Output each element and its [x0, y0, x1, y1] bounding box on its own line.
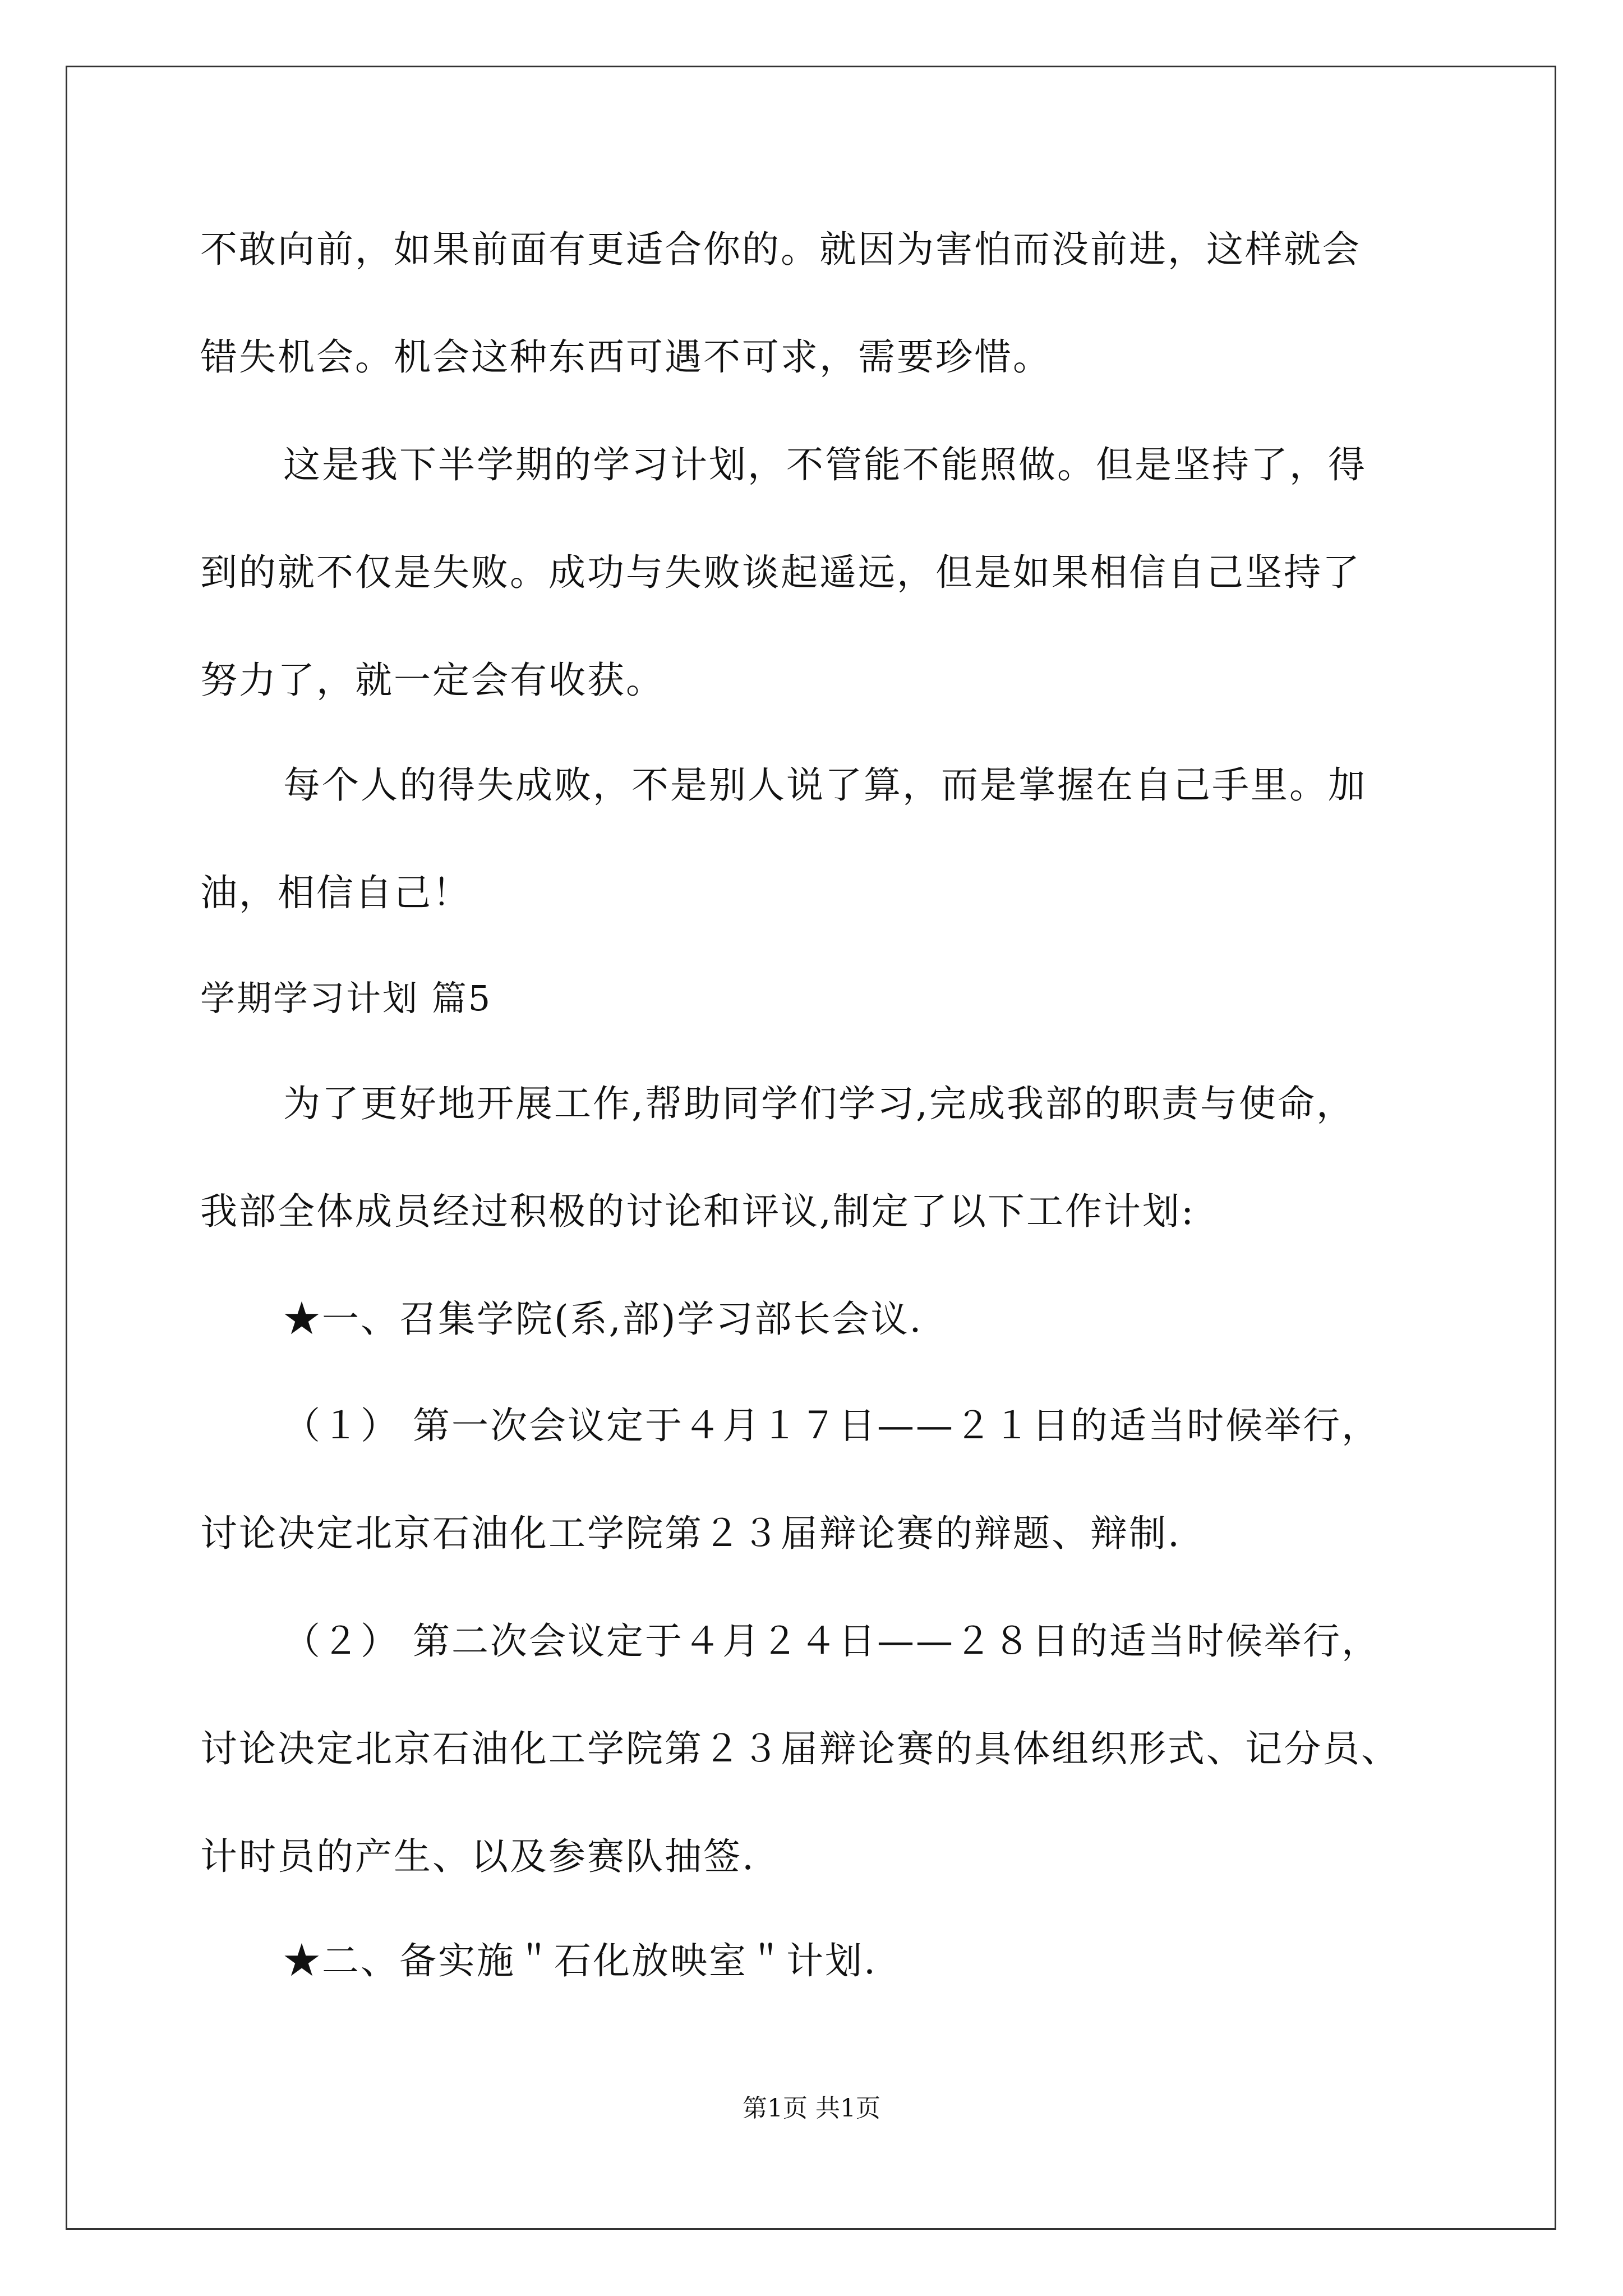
item-1-sub-2-line-3: 计时员的产生、以及参赛队抽签.	[200, 1835, 755, 1878]
item-1-heading: ★一、召集学院(系,部)学习部长会议.	[283, 1297, 923, 1341]
page-border	[66, 66, 1556, 2230]
paragraph-1-line-1: 不敢向前，如果前面有更适合你的。就因为害怕而没前进，这样就会	[200, 228, 1361, 271]
paragraph-2-line-2: 到的就不仅是失败。成功与失败谈起遥远，但是如果相信自己坚持了	[200, 551, 1361, 594]
item-1-sub-2-line-2: 讨论决定北京石油化工学院第２３届辩论赛的具体组织形式、记分员、	[200, 1727, 1400, 1770]
paragraph-1-line-2: 错失机会。机会这种东西可遇不可求，需要珍惜。	[200, 335, 1052, 379]
paragraph-3-line-2: 油，相信自己！	[200, 871, 471, 914]
paragraph-4-line-1: 为了更好地开展工作,帮助同学们学习,完成我部的职责与使命，	[283, 1082, 1355, 1125]
paragraph-2-line-3: 努力了，就一定会有收获。	[200, 659, 665, 702]
item-1-sub-2-line-1: （２） 第二次会议定于４月２４日——２８日的适当时候举行，	[283, 1619, 1380, 1663]
paragraph-4-line-2: 我部全体成员经过积极的讨论和评议,制定了以下工作计划:	[200, 1190, 1196, 1233]
item-1-sub-1-line-1: （１） 第一次会议定于４月１７日——２１日的适当时候举行，	[283, 1404, 1380, 1447]
item-2-heading: ★二、备实施＂石化放映室＂计划.	[283, 1939, 877, 1982]
section-heading: 学期学习计划 篇5	[200, 978, 492, 1019]
paragraph-2-line-1: 这是我下半学期的学习计划，不管能不能照做。但是坚持了，得	[283, 443, 1367, 486]
page-footer: 第1页 共1页	[743, 2094, 880, 2123]
paragraph-3-line-1: 每个人的得失成败，不是别人说了算，而是掌握在自己手里。加	[283, 763, 1367, 807]
item-1-sub-1-line-2: 讨论决定北京石油化工学院第２３届辩论赛的辩题、辩制.	[200, 1512, 1181, 1555]
